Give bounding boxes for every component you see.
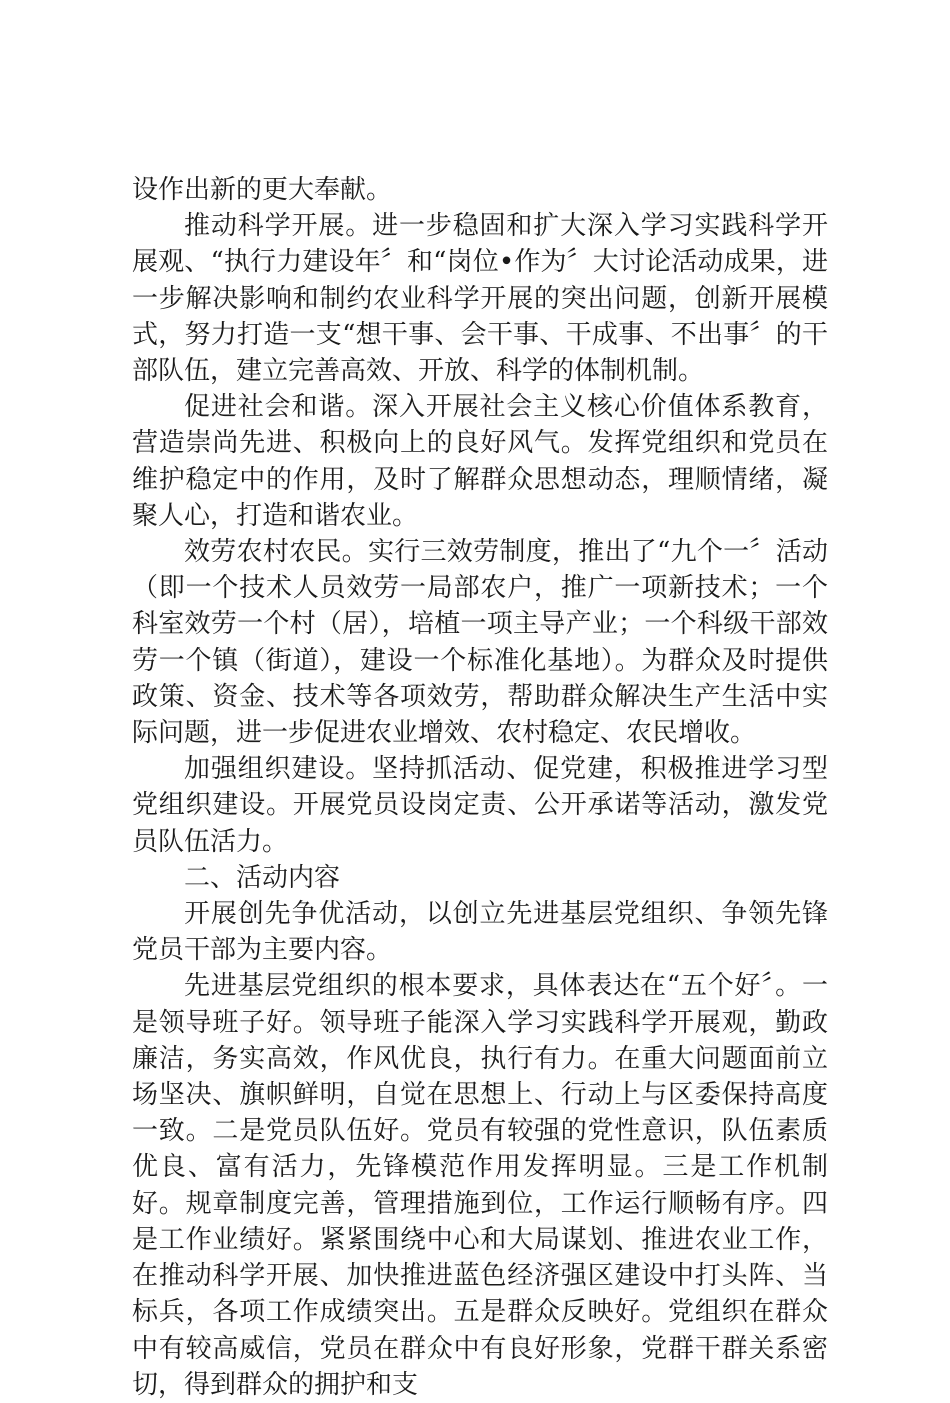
document-page <box>132 172 828 1403</box>
paragraph-five-goods: 先进基层党组织的根本要求，具体表达在“五个好〞。一是领导班子好。领导班子能深入学习实践科学开展观，勤政廉洁，务实高效，作风优良，执行有力。在重大问题面前立场坚决、旗帜鲜明，自觉在思想上、行动上与区委保持高度一致。二是党员队伍好。党员有较强的党性意识，队伍素质优良、富有活力，先锋模范作用发挥明显。三是工作机制好。规章制度完善，管理措施到位，工作运行顺畅有序。四是工作业绩好。紧紧围绕中心和大局谋划、推进农业工作，在推动科学开展、加快推进蓝色经济强区建设中打头阵、当标兵，各项工作成绩突出。五是群众反映好。党组织在群众中有较高威信，党员在群众中有良好形象，党群干群关系密切，得到群众的拥护和支 <box>132 971 828 1400</box>
paragraph-promote-science: 推动科学开展。进一步稳固和扩大深入学习实践科学开展观、“执行力建设年〞和“岗位•作为〞大讨论活动成果，进一步解决影响和制约农业科学开展的突出问题，创新开展模式，努力打造一支“想干事、会干事、干成事、不出事〞的干部队伍，建立完善高效、开放、科学的体制机制。 <box>132 211 828 387</box>
paragraph-organization-building: 加强组织建设。坚持抓活动、促党建，积极推进学习型党组织建设。开展党员设岗定责、公开承诺等活动，激发党员队伍活力。 <box>132 754 828 857</box>
paragraph-serve-farmers: 效劳农村农民。实行三效劳制度，推出了“九个一〞活动（即一个技术人员效劳一局部农户，推广一项新技术；一个科室效劳一个村（居），培植一项主导产业；一个科级干部效劳一个镇（街道），建设一个标准化基地）。为群众及时提供政策、资金、技术等各项效劳，帮助群众解决生产生活中实际问题，进一步促进农业增效、农村稳定、农民增收。 <box>132 537 828 749</box>
paragraph-activity-intro: 开展创先争优活动，以创立先进基层党组织、争领先锋党员干部为主要内容。 <box>132 899 828 966</box>
section-heading-activity-content: 二、活动内容 <box>184 862 341 893</box>
paragraph-social-harmony: 促进社会和谐。深入开展社会主义核心价值体系教育，营造崇尚先进、积极向上的良好风气。发挥党组织和党员在维护稳定中的作用，及时了解群众思想动态，理顺情绪，凝聚人心，打造和谐农业。 <box>132 392 828 531</box>
paragraph-continuation: 设作出新的更大奉献。 <box>132 175 393 205</box>
